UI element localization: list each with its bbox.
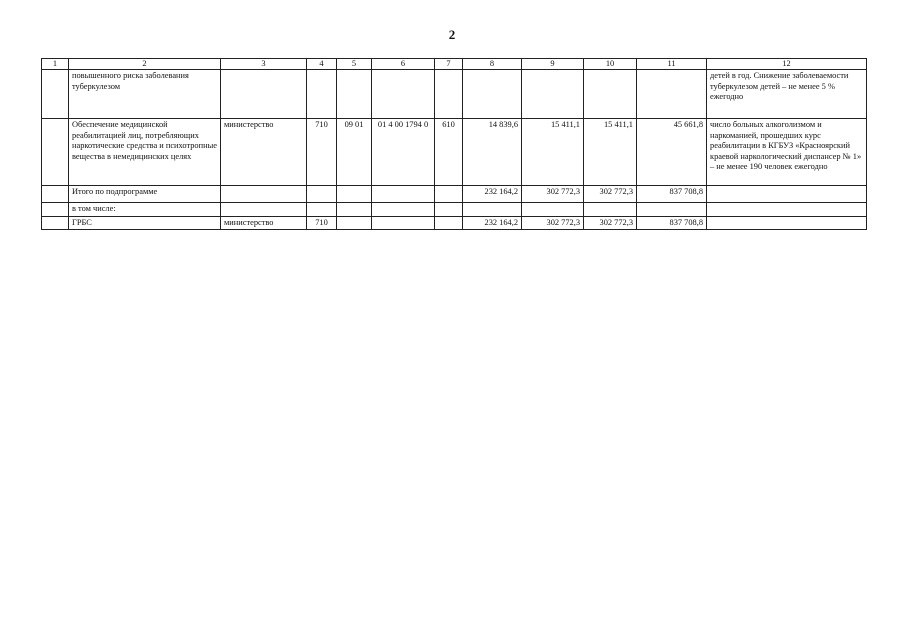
column-header: 12: [707, 59, 867, 70]
column-header: 11: [637, 59, 707, 70]
grbs-code-cell: [307, 70, 337, 119]
column-number-row: [42, 59, 867, 70]
amount-year1-cell: 232 164,2: [463, 186, 522, 203]
row-number-cell: [42, 203, 69, 217]
column-header: 7: [435, 59, 463, 70]
grbs-code-cell: 710: [307, 119, 337, 186]
measure-name-cell: ГРБС: [69, 216, 221, 230]
expected-result-cell: детей в год. Снижение заболеваемости туберкулезом детей – не менее 5 % ежегодно: [707, 70, 867, 119]
expense-type-cell: [435, 186, 463, 203]
amount-year2-cell: [522, 70, 584, 119]
budget-table: [41, 58, 867, 230]
amount-total-cell: [637, 70, 707, 119]
expected-result-cell: [707, 203, 867, 217]
section-code-cell: [337, 186, 372, 203]
column-header: 9: [522, 59, 584, 70]
amount-total-cell: 45 661,8: [637, 119, 707, 186]
amount-year3-cell: 302 772,3: [584, 216, 637, 230]
target-article-cell: [372, 216, 435, 230]
amount-total-cell: 837 708,8: [637, 186, 707, 203]
expected-result-cell: [707, 186, 867, 203]
section-code-cell: [337, 70, 372, 119]
amount-total-cell: 837 708,8: [637, 216, 707, 230]
amount-year1-cell: [463, 70, 522, 119]
amount-total-cell: [637, 203, 707, 217]
row-number-cell: [42, 70, 69, 119]
amount-year1-cell: 232 164,2: [463, 216, 522, 230]
administrator-cell: [221, 186, 307, 203]
column-header: 10: [584, 59, 637, 70]
column-header: 6: [372, 59, 435, 70]
administrator-cell: [221, 203, 307, 217]
target-article-cell: [372, 70, 435, 119]
column-header: 4: [307, 59, 337, 70]
administrator-cell: министерство: [221, 119, 307, 186]
expense-type-cell: [435, 203, 463, 217]
target-article-cell: [372, 203, 435, 217]
expense-type-cell: 610: [435, 119, 463, 186]
subtotal-row: [42, 186, 867, 203]
amount-year3-cell: 302 772,3: [584, 186, 637, 203]
page-number: 2: [448, 27, 456, 42]
amount-year3-cell: 15 411,1: [584, 119, 637, 186]
section-code-cell: [337, 203, 372, 217]
column-header: 8: [463, 59, 522, 70]
section-code-cell: 09 01: [337, 119, 372, 186]
grbs-code-cell: [307, 186, 337, 203]
expected-result-cell: число больных алкоголизмом и наркоманией, прошедших курс реабилитации в КГБУЗ «Красноярский краевой наркологический диспансер № 1» – не менее 190 человек ежегодно: [707, 119, 867, 186]
grbs-code-cell: 710: [307, 216, 337, 230]
table-row: [42, 203, 867, 217]
administrator-cell: [221, 70, 307, 119]
amount-year1-cell: [463, 203, 522, 217]
column-header: 5: [337, 59, 372, 70]
table-row: [42, 216, 867, 230]
row-number-cell: [42, 216, 69, 230]
measure-name-cell: повышенного риска заболевания туберкулезом: [69, 70, 221, 119]
target-article-cell: [372, 186, 435, 203]
amount-year2-cell: 302 772,3: [522, 216, 584, 230]
amount-year2-cell: [522, 203, 584, 217]
measure-name-cell: Итого по подпрограмме: [69, 186, 221, 203]
expected-result-cell: [707, 216, 867, 230]
column-header: 3: [221, 59, 307, 70]
expense-type-cell: [435, 216, 463, 230]
section-code-cell: [337, 216, 372, 230]
row-number-cell: [42, 186, 69, 203]
column-header: 2: [69, 59, 221, 70]
amount-year2-cell: 15 411,1: [522, 119, 584, 186]
target-article-cell: 01 4 00 1794 0: [372, 119, 435, 186]
administrator-cell: министерство: [221, 216, 307, 230]
amount-year3-cell: [584, 70, 637, 119]
amount-year2-cell: 302 772,3: [522, 186, 584, 203]
column-header: 1: [42, 59, 69, 70]
measure-name-cell: Обеспечение медицинской реабилитацией лиц, потребляющих наркотические средства и психотропные вещества в немедицинских целях: [69, 119, 221, 186]
amount-year1-cell: 14 839,6: [463, 119, 522, 186]
measure-name-cell: в том числе:: [69, 203, 221, 217]
expense-type-cell: [435, 70, 463, 119]
table-row: [42, 70, 867, 119]
grbs-code-cell: [307, 203, 337, 217]
table-row: [42, 119, 867, 186]
amount-year3-cell: [584, 203, 637, 217]
row-number-cell: [42, 119, 69, 186]
